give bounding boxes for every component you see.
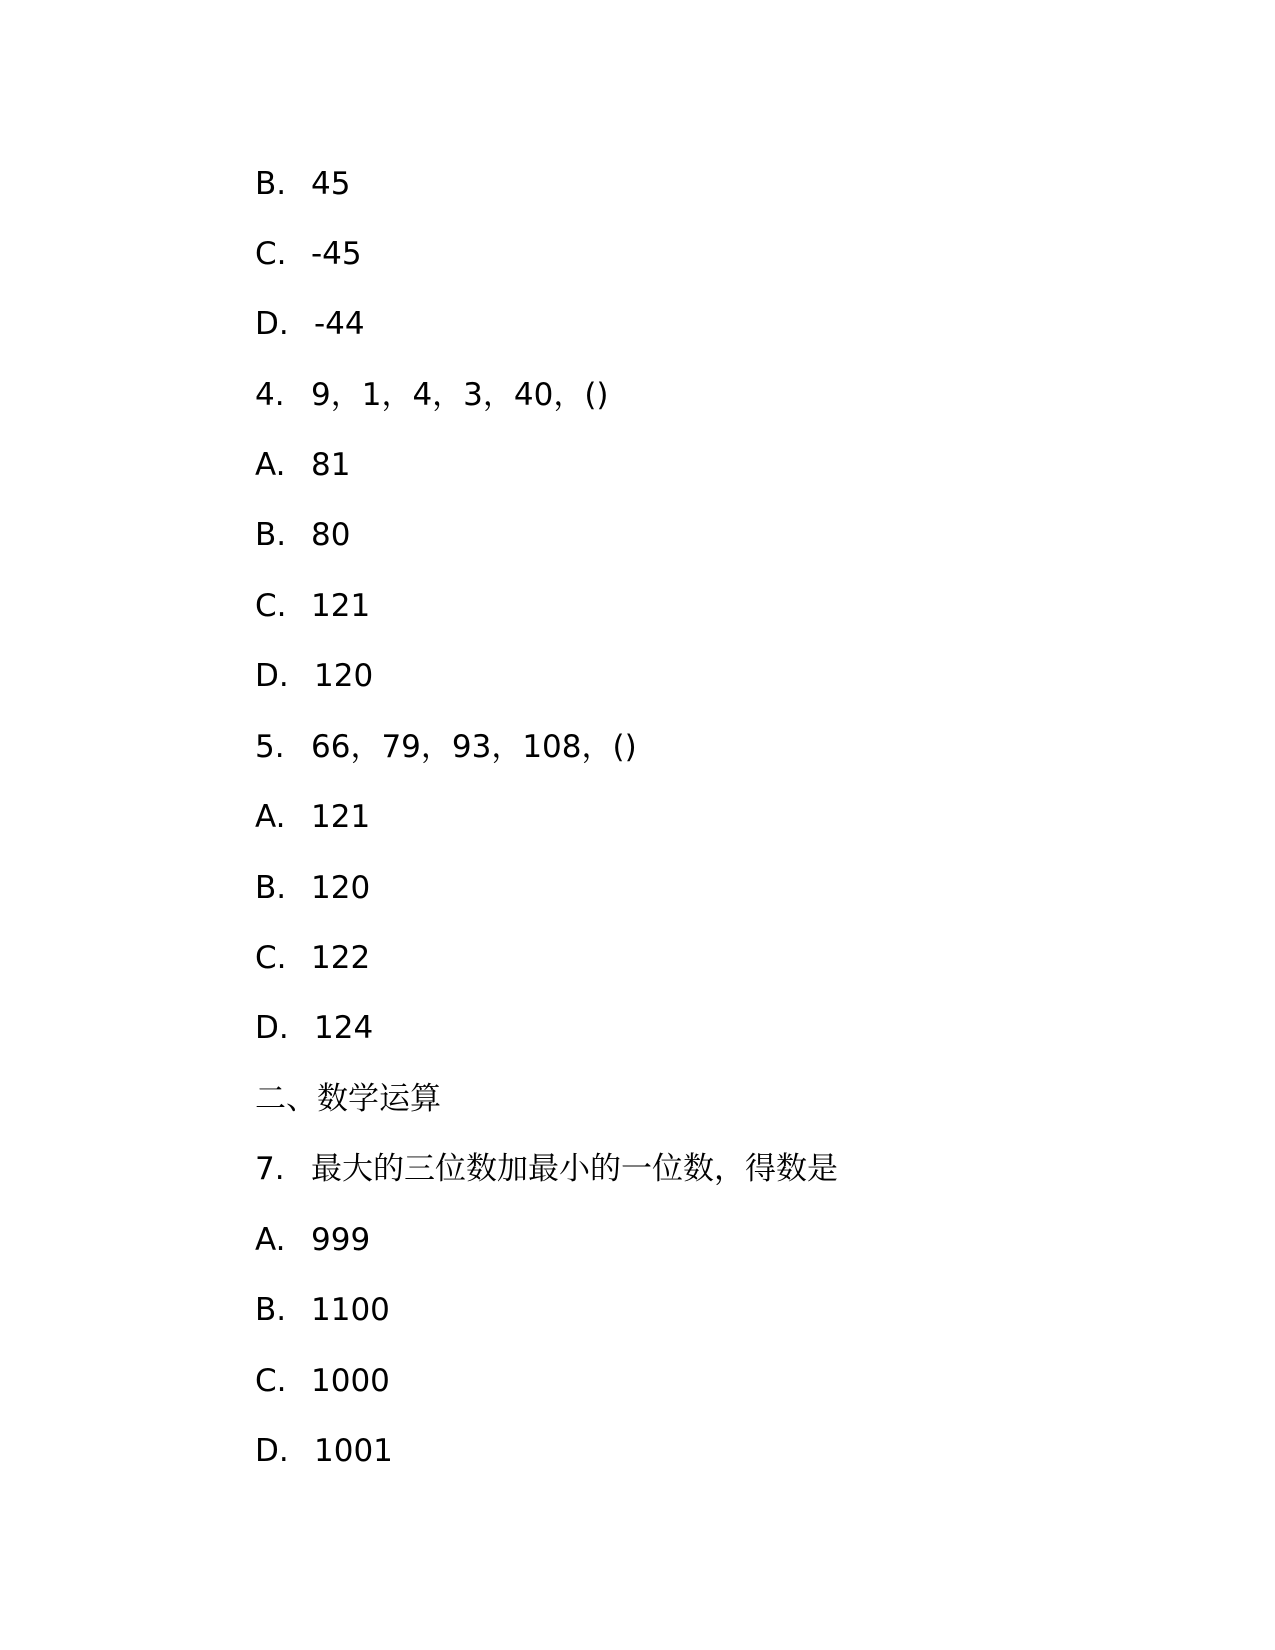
option-d — [255, 654, 373, 698]
option-text: -44 — [314, 306, 365, 342]
option-label: C. — [255, 588, 287, 624]
option-label: B. — [255, 1292, 287, 1328]
option-label: A. — [255, 447, 286, 483]
option-c — [255, 936, 370, 980]
option-d — [255, 1006, 373, 1050]
question-text: 最大的三位数加最小的一位数，得数是 — [311, 1151, 838, 1187]
option-b — [255, 162, 350, 206]
option-text: 121 — [311, 588, 371, 624]
option-text: 1000 — [311, 1363, 390, 1399]
option-text: 1001 — [314, 1433, 393, 1469]
option-label: D. — [255, 658, 289, 694]
option-text: 120 — [311, 870, 371, 906]
option-text: 999 — [311, 1222, 371, 1258]
option-text: 81 — [311, 447, 351, 483]
option-label: A. — [255, 1222, 286, 1258]
question-5 — [255, 725, 637, 769]
question-number: 4. — [255, 377, 285, 413]
option-c — [255, 584, 370, 628]
option-b — [255, 513, 350, 557]
option-text: -45 — [311, 236, 362, 272]
section-heading-text: 二、数学运算 — [255, 1081, 441, 1117]
option-text: 124 — [314, 1010, 374, 1046]
option-label: B. — [255, 166, 287, 202]
option-label: D. — [255, 306, 289, 342]
option-label: D. — [255, 1433, 289, 1469]
option-label: C. — [255, 940, 287, 976]
option-text: 1100 — [311, 1292, 390, 1328]
option-d — [255, 302, 365, 346]
option-a — [255, 795, 370, 839]
option-b — [255, 1288, 390, 1332]
option-text: 45 — [311, 166, 351, 202]
question-number: 7. — [255, 1151, 285, 1187]
option-b — [255, 866, 370, 910]
option-d — [255, 1429, 393, 1473]
option-text: 121 — [311, 799, 371, 835]
question-4 — [255, 373, 609, 417]
option-label: C. — [255, 1363, 287, 1399]
section-heading — [255, 1077, 441, 1121]
option-text: 120 — [314, 658, 374, 694]
option-c — [255, 1359, 390, 1403]
question-number: 5. — [255, 729, 285, 765]
option-c — [255, 232, 362, 276]
option-a — [255, 443, 350, 487]
option-label: B. — [255, 870, 287, 906]
option-label: C. — [255, 236, 287, 272]
option-text: 122 — [311, 940, 371, 976]
question-7 — [255, 1147, 838, 1191]
option-text: 80 — [311, 517, 351, 553]
option-a — [255, 1218, 370, 1262]
option-label: B. — [255, 517, 287, 553]
option-label: D. — [255, 1010, 289, 1046]
question-text: 66，79，93，108，() — [311, 729, 637, 765]
question-text: 9，1，4，3，40，() — [311, 377, 609, 413]
option-label: A. — [255, 799, 286, 835]
